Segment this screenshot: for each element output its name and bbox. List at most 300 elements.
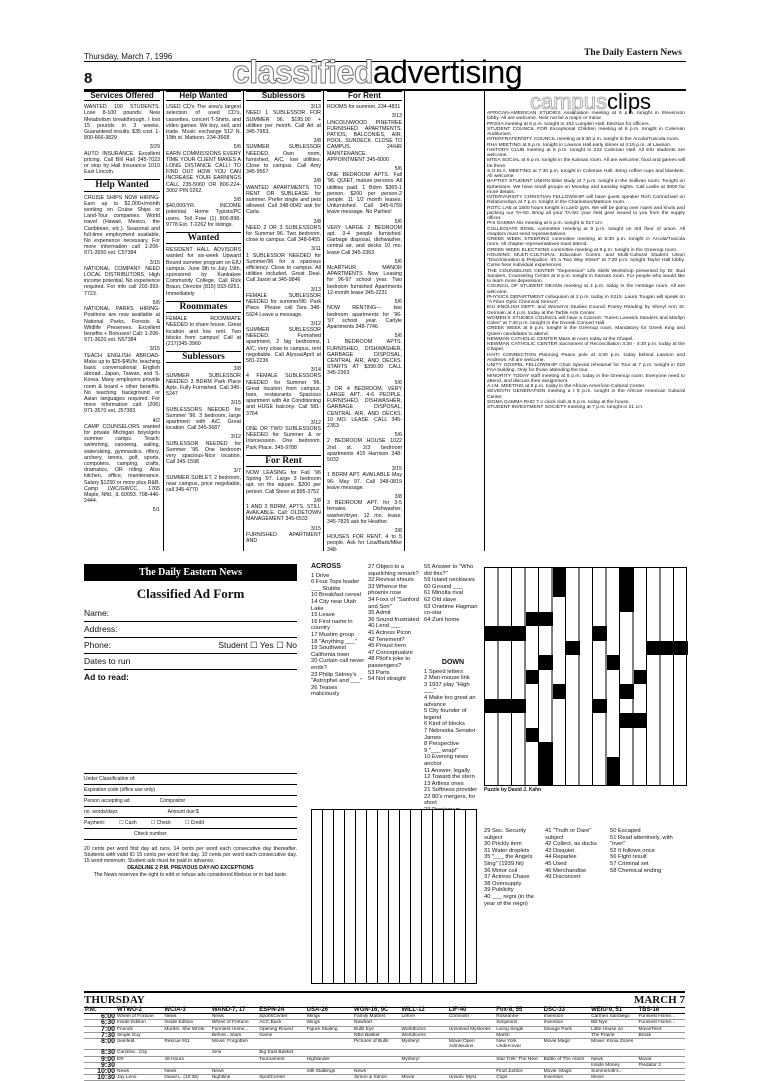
- tv-program: [258, 1039, 305, 1050]
- campus-clip-item: INTERFRATERNITY COUNCIL meeting at 6:30 p.m. tonight in the Arcola/Tuscola room.: [487, 137, 680, 143]
- crossword-clue: 30 Prickly item: [484, 841, 522, 848]
- crossword-black-square: [620, 713, 634, 728]
- ad-code: 3/15: [149, 346, 160, 353]
- tv-time-slot: 7:00: [84, 1026, 116, 1032]
- across-clues-col2: [368, 564, 424, 683]
- column-services: [84, 91, 160, 514]
- crossword-clue: 23 Philip Sidney's "Astrophel and ___": [311, 671, 363, 685]
- ad-code: 3/7: [233, 468, 241, 475]
- classified-ad: CAMP COUNSELORS wanted for private Michigan boys/girls summer camps. Teach: swimming, canoeing, sailing, waterskiing, gymnastics, riflery, archery, tennis, golf, sports, computers, camping, crafts, dramatics, OR riding. Also kitchen, office, maintenance. Salary $1250 or more plus R&B. Camp LWC/GWCC, 1765 Maple, Nfld., IL 60093. 708-446-2444.: [84, 423, 160, 505]
- crossword-clue: 38 Oversupply: [484, 880, 522, 887]
- classified-ad: McARTHUR MANOR APARTMENTS Now Leasing for 96-97 school year. Two bedroom furnished Apartments 12-month lease 345-2231: [327, 265, 402, 296]
- tv-listings: [84, 991, 685, 1081]
- check-number-row[interactable]: [84, 831, 297, 840]
- crossword-black-square: [566, 641, 580, 656]
- classified-ad: ROOMS for summer. 234-4831: [327, 104, 401, 111]
- ad-code: 3/15: [230, 400, 241, 407]
- crossword-black-square: [620, 597, 634, 612]
- tv-program: Movie: [400, 1075, 447, 1081]
- campus-clip-item: GREEK WEEK ELECTIONS committee meeting at 9 p.m. tonight in the Greenup room.: [487, 247, 678, 253]
- section-title: [232, 54, 522, 91]
- check-label: Check: [156, 820, 171, 826]
- tv-channel-header: WILL-12: [400, 1008, 447, 1014]
- cash-option[interactable]: ☐ Cash: [119, 820, 137, 826]
- crossword-clue: 4 Make too great an advance: [424, 694, 476, 708]
- crossword-black-square: [553, 568, 567, 583]
- ad-code: 3/12: [310, 320, 321, 327]
- tv-program: Sins: [211, 1050, 258, 1056]
- crossword-black-square: [526, 612, 540, 627]
- crossword-black-square: [512, 699, 526, 714]
- campus-clip-item: RHA MEETING at 5 p.m. tonight in Lawson Hall.early dinner at 4:15 p.m. at Lawson.: [487, 142, 672, 148]
- campus-clip-item: MTEA SOCIAL at 6 p.m. tonight in the Kansas room. All are welcome; food and games will be there.: [487, 158, 685, 169]
- crossword-black-square: [674, 641, 688, 656]
- crossword-clue: 34 Foxx of "Sanford and Son": [368, 596, 420, 610]
- tv-program: Summerolk's...: [590, 1069, 637, 1075]
- campus-clip-item: NEWMAN CATHOLIC CENTER Mass at noon today at the Chapel.: [487, 336, 634, 342]
- tv-program: Mystery!: [400, 1056, 447, 1062]
- tv-program: The Prairie: [590, 1032, 637, 1038]
- tv-program: Friends: [116, 1026, 163, 1032]
- crossword-black-square: [539, 655, 553, 670]
- classified-ad: NATIONAL PARKS HIRING- Positions are now available at National Parks, Forests & Wildlife Preserves. Excellent benefits + Bonuses! Call: 1-206-971-3620 ext. N57384: [84, 306, 160, 344]
- crossword-black-square: [634, 670, 648, 685]
- tv-time-slot: 9:00: [84, 1056, 116, 1062]
- crossword-clue: 62 Old slave: [424, 596, 457, 603]
- crossword-black-square: [593, 699, 607, 714]
- column-sublessors: [246, 91, 321, 547]
- crossword-clue: 60 Ground ___: [424, 583, 463, 590]
- crossword-clue: 31 Water droplets: [484, 847, 530, 854]
- tv-channel-header: TBS-18: [637, 1008, 685, 1014]
- person-row[interactable]: [84, 798, 297, 807]
- crossword-clue: 6 Four Tops leader ___ Stubbs: [311, 579, 360, 592]
- tv-program: MovieTeint: [637, 1026, 685, 1032]
- crossword-clue: 12 Toward the stern: [424, 774, 475, 781]
- tv-program: Invention: [543, 1075, 590, 1081]
- tv-program: Worldtoons: [400, 1026, 447, 1032]
- header-services-offered: Services Offered: [84, 91, 160, 101]
- payment-label: Payment:: [84, 820, 106, 826]
- crossword-clue: 6 Kind of blocks: [424, 721, 465, 728]
- classified-ad: 1 AND 2 BDRM. APTS. STILL AVAILABLE. Call: OLDETOWN MANAGEMENT 345-6533: [246, 503, 321, 523]
- ad-code: 3/8: [394, 493, 402, 500]
- crossword-clue: 45 Proust hero: [368, 643, 407, 650]
- tv-program: ACC Back: [258, 1020, 305, 1026]
- column-divider: [404, 91, 405, 551]
- tv-program: Star Trek: The Next: [495, 1056, 542, 1062]
- cash-label: Cash: [125, 820, 137, 826]
- tv-program: Lehrer: [400, 1014, 447, 1020]
- header-for-rent: For Rent: [246, 455, 321, 467]
- page-number: 8: [84, 70, 93, 87]
- crossword-clue: 3 1937 play "High ___": [424, 681, 470, 695]
- dates-field[interactable]: [84, 656, 297, 670]
- crossword-black-square: [499, 699, 513, 714]
- crossword-clue: 55 Answer to "Who did this?": [424, 564, 474, 577]
- tv-program: Family Matters: [353, 1014, 400, 1020]
- expiration-row[interactable]: [84, 787, 297, 796]
- tv-program: Battle of The Alarm: [543, 1056, 590, 1062]
- tv-time-slot: 7:30: [84, 1032, 116, 1038]
- form-pricing-note: 20 cents per word first day ad runs. 14 cents per word each consecutive day thereafter. Students with valid ID 15 cents per word first day. 10 cents per word each consecutive day. 15 word minimum. Student ads must be paid in advance.: [84, 846, 297, 864]
- down-clues-col2: [484, 828, 544, 907]
- crossword-clue: 56 Fight result: [610, 854, 647, 861]
- tv-program: ER: [116, 1056, 163, 1062]
- campus-clip-item: HAITI CONNECTION Planning Peace pole at 3:30 p.m. today behind Lawson and Andrews. All are welcome.: [487, 352, 685, 363]
- campus-clip-item: GREEK WEEK at 9 p.m. tonight in the Greenup room. Mandatory for Greek King and Queen candidates to attend.: [487, 326, 685, 337]
- crossword-clue: 16 First name in country: [311, 618, 353, 632]
- ad-code: 3/8: [313, 218, 321, 225]
- tv-time-slot: 8:30: [84, 1050, 116, 1056]
- campus-clips-light: campus: [530, 89, 608, 114]
- tv-program: Silk Stalkings: [306, 1069, 353, 1075]
- paper-name: The Daily Eastern News: [584, 48, 682, 58]
- crossword-clue: 49 Disconcert: [545, 874, 581, 881]
- classified-ad: 2 BEDROOM HOUSE 1022 2nd st. 2/3 bedroom apartments 415 Harrison 348-5032: [327, 438, 402, 463]
- amount-label: Amount due:$: [167, 809, 199, 815]
- check-number-label: Check number: [134, 831, 167, 837]
- crossword-clue: 37 Actress Chase: [484, 874, 530, 881]
- campus-clip-item: COLLEGIATE BOWL committee meeting at 9 p.m. tonight on 3rd floor of union. All chapters must send representatives.: [487, 226, 685, 237]
- tv-program: Bulls Eye: [353, 1026, 400, 1032]
- ad-text-area[interactable]: [84, 682, 297, 774]
- campus-clip-item: STUDENT INVESTMENT SOCIETY meeting at 7 p.m. tonight in 21 LH.: [487, 405, 644, 410]
- crossword-clue: 63 Onetime Hagman co-star: [424, 603, 478, 617]
- crossword-black-square: [593, 626, 607, 641]
- campus-clip-item: HOUSING MULTI-CULTURAL Education Comm. and Multi-Cultural Student Union "Discrimination & Prejudice: It's a Two Way Street" at 7:30 p.m. tonight Taylor Hall lobby. Come hear individual experiences.: [487, 252, 685, 269]
- ad-to-read-label: Ad to read:: [84, 672, 129, 682]
- crossword-black-square: [620, 568, 634, 583]
- tv-program: [306, 1039, 353, 1050]
- crossword-clue: 7 Nebraska Senator James: [424, 727, 476, 741]
- column-divider: [484, 91, 485, 551]
- crossword-clue: 40 ___ regni (in the year of the reign): [484, 893, 534, 907]
- column-divider: [243, 91, 244, 551]
- classified-ad: LINCOLNWOOD PINETREE FURNISHED APARTMENTS. PATIOS, BALCONIES, AIR, POOL, SUNDECK. CLOSE TO CAMPUS. 24/HR MAINTENANCE. APPOINTMENT 345-6000: [327, 119, 402, 163]
- form-deadline: DEADLINE 2 P.M. PREVIOUS DAY-NO EXCEPTIONS: [127, 865, 254, 871]
- yes-label: Yes: [259, 640, 274, 650]
- campus-clips-list: [487, 111, 685, 410]
- credit-option[interactable]: ☐ Credit: [184, 820, 204, 826]
- column-divider: [323, 91, 324, 551]
- classified-ad: NOW RENTING--- two bedroom apartments for '96- '97 school year. Carlyle Apartments 348-7746: [327, 305, 402, 330]
- classified-ad: VERY LARGE 2 BEDROOM apt. 3-4 people furnished. Garbage disposal, dishwasher, central air, and decks 10 mo. lease Call 345-2363: [327, 224, 402, 256]
- across-clues-col3: [424, 564, 482, 623]
- across-title: ACROSS: [311, 563, 341, 570]
- down-title: DOWN: [441, 659, 465, 666]
- tv-program: Mystery!: [400, 1039, 447, 1050]
- down-clues-col4: [610, 828, 686, 874]
- name-field[interactable]: [84, 608, 297, 622]
- crossword-clue: 1 Speed letters: [424, 668, 463, 675]
- payment-row: [84, 820, 297, 829]
- address-field[interactable]: [84, 624, 297, 638]
- classified-ad: FURNISHED APARTMENT AND: [246, 531, 321, 544]
- dates-label: Dates to run: [84, 656, 131, 666]
- tv-time-slot: 6:00: [84, 1014, 116, 1020]
- tv-program: Rescue 911: [163, 1039, 210, 1050]
- crossword-clue: 41 Actress Picon: [368, 629, 412, 636]
- classified-ad: EARN COMMISSIONS EVERY TIME YOUR CLIENT MAKES A LONG DISTANCE CALL! TO FIND OUT HOW YOU CAN INCREASE YOUR EARNINGS CALL 235-5060 OR 800-224-3002 PIN 0262.: [166, 150, 241, 194]
- tv-channel-header: ESPN-24: [258, 1008, 305, 1014]
- crossword-black-square: [499, 626, 513, 641]
- tv-channel-header: WCIA-3: [163, 1008, 210, 1014]
- tv-program: Martin: [495, 1032, 542, 1038]
- tv-program: Roseanne: [495, 1014, 542, 1020]
- crossword-clue: 22 80's mergers, for short: [424, 793, 476, 807]
- tv-channel-header: LIF-40: [448, 1008, 495, 1014]
- campus-clip-item: A.I.M. MEETING at 5 p.m. today in the African American Cultural Center.: [487, 384, 646, 389]
- ad-code: 3/12: [230, 434, 241, 441]
- crossword-clue: 42 Collect, as ducks: [545, 841, 597, 848]
- tv-program: Unsolved Mysteries: [448, 1026, 495, 1032]
- tv-program: Movie: Forgotten: [211, 1039, 258, 1050]
- ad-code: 3/8: [313, 138, 321, 145]
- down-clues-col1: [424, 660, 482, 833]
- campus-clips-dark: clips: [607, 89, 652, 114]
- crossword-clue: 57 Criminal set: [610, 860, 649, 867]
- ad-code: 3/15: [391, 466, 402, 473]
- form-policy: The News reserves the right to edit or refuse ads considered libelous or in bad taste.: [93, 872, 288, 878]
- campus-clip-item: MINORITY TODAY staff meeting at 5 p.m. today in the Greenup room. Everyone need to attend, and discuss their assignment.: [487, 373, 685, 384]
- crossword-black-square: [553, 684, 567, 699]
- name-label: Name:: [84, 608, 110, 618]
- classified-ad: SUBLESSORS NEEDED for Summer '96. 3 bedroom, large apartment with A/C. Great location. Call 345-3687: [166, 406, 241, 432]
- crossword-clue: 58 Chemical ending: [610, 867, 662, 874]
- campus-clip-item: PRSSA meeting at 6 p.m. tonight in 102 Lumpkin Hall. Election for officers.: [487, 121, 650, 127]
- puzzle-author: Puzzle by David J. Kahn: [484, 787, 542, 793]
- crossword-black-square: [607, 757, 621, 772]
- crossword-clue: 1 Drive: [311, 572, 330, 579]
- tv-program: Little House on: [590, 1026, 637, 1032]
- tv-program: [306, 1075, 353, 1081]
- crossword-black-square: [634, 713, 648, 728]
- address-label: Address:: [84, 624, 118, 634]
- tv-program: News: [211, 1069, 258, 1075]
- crossword-clue: 44 Reparlee: [545, 854, 577, 861]
- tv-program: Wheel of Fortune: [211, 1020, 258, 1026]
- ad-code: 5/6: [394, 166, 402, 173]
- tv-program: Living Single: [495, 1026, 542, 1032]
- tv-program: Movie:Open Admissions: [448, 1039, 495, 1050]
- crossword-clue: 19 Southwest California town: [311, 645, 350, 658]
- tv-program: Movie: Know Zones: [590, 1039, 637, 1050]
- crossword-clue: 14 City near Utah Lake: [311, 598, 357, 612]
- ad-code: 4/2: [152, 417, 160, 424]
- office-use-section: [84, 776, 297, 840]
- ad-code: 5/6: [394, 299, 402, 306]
- tv-program: Figure Skating: [306, 1026, 353, 1032]
- ad-code: 5/6: [394, 218, 402, 225]
- crossword-clue: 32 Revival shouts: [368, 577, 414, 584]
- phone-label: Phone:: [84, 640, 111, 650]
- ad-code: 3/15: [149, 259, 160, 266]
- no-checkbox[interactable]: ☐: [276, 640, 284, 650]
- classified-ad: NOW LEASING for Fall '96 Spring '97. Large 3 bedroom apt. on the square. $200 per person. Call Steve at 895-3752: [246, 469, 321, 495]
- crossword-black-square: [539, 757, 553, 772]
- crossword-clue: 5 City founder of legend: [424, 708, 467, 721]
- classified-ad: 4 FEMALE SUBLESSORS NEEDED for Summer '96. Great location from campus, bars, restaurants. Spacious apartment with Air Conditioning and HUGE balcony. Call 581-3764: [246, 373, 321, 417]
- ad-code: 5/6: [394, 258, 402, 265]
- crossword-clue: 26 Teases maliciously: [311, 684, 340, 698]
- classified-ad: WANTED APARTMENTS TO RENT OR SUBLEASE for summer. Prefer single and pets allowed. Call 348-0042 ask for Carla.: [246, 184, 321, 216]
- tv-schedule-table: [84, 1008, 685, 1081]
- header-wanted: Wanted: [166, 232, 241, 244]
- campus-clip-item: WOMEN'S STUDIES COUNCIL will have a Concert: "Karen Lanwick Sanders and Marilyn Coles" at 7:30 p.m. tonight in the Dvorak Concert Hall.: [487, 315, 685, 326]
- campus-clip-item: PHYSICS DEPARTMENT colloquium at 2 p.m. today in S215. Laura Tougan will speak on "A Fiber Optic Chemical Sensor".: [487, 294, 685, 305]
- tv-program: Funniest Home...: [211, 1026, 258, 1032]
- crossword-clue: 46 Merchandise: [545, 867, 587, 874]
- tv-program: Bill Nye: [590, 1020, 637, 1026]
- classification-row[interactable]: [84, 776, 297, 785]
- tv-program: Highlander: [306, 1056, 353, 1062]
- crossword-clue: 43 Disquiet: [545, 847, 575, 854]
- header-help-wanted: Help Wanted: [166, 91, 241, 101]
- tv-program: Pictures of Bulls: [353, 1039, 400, 1050]
- tv-program: Break: [637, 1032, 685, 1038]
- campus-clip-item: UNITY GOSPEL FELLOWSHIP Choir Special rehearsal for Tour at 7 p.m. tonight in 010 FAA building. Only for those attending the tour.: [487, 363, 685, 374]
- crossword-black-square: [553, 583, 567, 598]
- tv-program: Invention: [543, 1014, 590, 1020]
- crossword-clue: 51 Read attentively, with "over": [610, 834, 673, 848]
- section-title-light: classified: [232, 54, 373, 90]
- tv-program: Inside Edition: [163, 1020, 210, 1026]
- ad-code: 3/29: [149, 144, 160, 151]
- tv-program: Nightline: [211, 1075, 258, 1081]
- crossword-clue: 45 Used: [545, 860, 567, 867]
- tv-program: Opening Round: [258, 1026, 305, 1032]
- crossword-black-square: [607, 771, 621, 786]
- campus-clip-item: BAPTIST STUDENT UNION bible study at 7 p.m. tonight in the Sullivan room. Tonight on Ephesians. We have small groups on Monday and tuesday nights. Call Leslie at 3000 for more details.: [487, 179, 685, 195]
- crossword-clue: 36 Motor coil: [484, 867, 518, 874]
- crossword-black-square: [485, 699, 499, 714]
- down-clues-col3: [545, 828, 607, 881]
- classified-ad: NEED 1 SUBLESSOR FOR SUMMER 96. $195.00 + utilities per month. Call Art at 345-7963.: [246, 110, 321, 136]
- tv-program: Cops: [495, 1075, 542, 1081]
- tv-channel-header: WGN-16, 9C: [353, 1008, 400, 1014]
- tv-schedule-header-row: [84, 1008, 685, 1014]
- tv-program: Movie: Magic: [543, 1069, 590, 1075]
- campus-clip-item: GREEK WEEK STEERING committee meeting at 9:30 p.m. tonight in Arcola/Tuscola room. All chapter representatives must attend.: [487, 237, 685, 248]
- crossword-black-square: [647, 641, 661, 656]
- crossword-grid[interactable]: [484, 567, 687, 786]
- crossword-black-square: [620, 583, 634, 598]
- compositor-label: Compositor: [159, 798, 186, 804]
- crossword-clue: 54 Not straight: [368, 676, 406, 683]
- tv-time-slot: 10:30: [84, 1075, 116, 1081]
- tv-program: [637, 1075, 685, 1081]
- crossword-clue: 59 Island necklaces: [424, 577, 475, 584]
- campus-clip-item: AFRICAN-AMERICAN STUDIES Association meeting at 6 p.m. tonight in Stevenson lobby. All are welcome. Next not be a major or minor.: [487, 111, 685, 122]
- yes-checkbox[interactable]: ☐: [250, 640, 258, 650]
- tv-channel-header: WTWO-2: [116, 1008, 163, 1014]
- crossword-clue: 10 Breakfast cereal: [311, 592, 361, 599]
- classified-ad: FEMALE ROOMMATE NEEDED to share house. Great location and low rent. Two blocks from campus! Call at (217)345-3960: [166, 316, 241, 347]
- campus-clip-item: PHI GAMMA NU meeting at 6 p.m. tonight in 017 LH.: [487, 221, 604, 227]
- tv-program: News: [163, 1069, 210, 1075]
- tv-program: Commish: [448, 1014, 495, 1020]
- crossword-black-square: [512, 626, 526, 641]
- tv-program: SportCenter: [258, 1075, 305, 1081]
- tv-program: [637, 1039, 685, 1050]
- words-label: no. words/days: [84, 809, 118, 815]
- classified-ad: 1 SUBLESSOR NEEDED for Summer/96 for a spacious efficiency. Close to campus. All utilities included. Great Deal. Call Jason at 345-9846: [246, 252, 321, 284]
- crossword-black-square: [539, 612, 553, 627]
- tv-program: David L. (10:35): [163, 1075, 210, 1081]
- tv-time-slot: 6:30: [84, 1020, 116, 1026]
- words-row[interactable]: [84, 809, 297, 818]
- ad-code: 5/6: [394, 333, 402, 340]
- tv-schedule-row: [84, 1014, 685, 1020]
- tv-program: Invention: [543, 1020, 590, 1026]
- campus-clip-item: EIU ENGLISH DEPT. and Women's Studies Council Poetry Reading by Sheryl Ann St. Germain at 4 p.m. today at the Tarble Arts Center.: [487, 305, 685, 316]
- crossword-clue: 42 Tenement?: [368, 636, 405, 643]
- across-clues-col1: [311, 564, 365, 698]
- ad-code: 3/11: [311, 246, 321, 253]
- crossword-black-square: [539, 742, 553, 757]
- classified-ad-form: [84, 564, 297, 878]
- classified-ad: ONE OR TWO SUBLESSORS NEEDED for Summer & or Intersession. One bedroom. Park Place. 345-9788: [246, 425, 321, 451]
- crossword-clue: 64 Zuni home: [424, 616, 460, 623]
- tv-program: News: [211, 1014, 258, 1020]
- tv-program: Wings: [306, 1014, 353, 1020]
- campus-clip-item: SEVENTH GENERATION meeting a t 5 p.m. tonight in the African American Cultural Center.: [487, 389, 685, 400]
- classified-ad: 3 OR 4 BEDROOM, VERY LARGE APT. 4-6 PEOPLE. FURNISHED, DISHWASHER, GARBAGE DISPOSAL, CENTRAL AIR, AND DECKS. 10 MO. LEASE. CALL 345-2363: [327, 385, 402, 429]
- tv-program: 48 Hours: [163, 1056, 210, 1062]
- tv-program: Single Guy: [116, 1032, 163, 1038]
- phone-field[interactable]: [84, 640, 297, 654]
- crossword-clue: 13 Artless ones: [424, 780, 464, 787]
- classified-ad: 1 BDRM APT. AVAILABLE May 96- May 97. Call 348-0819 leave message.: [327, 472, 402, 491]
- crossword-clue: 35 Admit: [368, 610, 391, 617]
- ad-code: 3/8: [233, 197, 241, 204]
- classified-ad: FEMALE SUBLESSOR NEEDED for summer/96. Park Place. Please call Tara 348-5924 Leave a message.: [246, 292, 321, 318]
- crossword-clue: 17 Mustim group: [311, 631, 355, 638]
- tv-channel-header: WAND-7, 17: [211, 1008, 258, 1014]
- crossword-black-square: [485, 626, 499, 641]
- ad-code: 3/14: [310, 367, 321, 374]
- no-label: No: [286, 640, 297, 650]
- credit-label: Credit: [190, 820, 204, 826]
- crossword-clue: 61 Minolta rival: [424, 590, 463, 597]
- header-sublessors: Sublessors: [246, 91, 321, 101]
- crossword-clue: 39 Publicity: [484, 887, 514, 894]
- tv-time-slot: 9:30: [84, 1062, 116, 1068]
- classified-ad: CRUISE SHIPS NOW HIRING- Earn up to $2,000+/month working on Cruise Ships or Land-Tour companies. World travel (Hawaii, Mexico, the Caribbean, etc.). Seasonal and full-time employment available. No experience necessary. For more information call 1-206-971-3550 ext. C57384: [84, 194, 160, 257]
- crossword-clue: 48 Pilot's joke to passengers?: [368, 656, 411, 669]
- crossword-black-square: [539, 771, 553, 786]
- classified-ad: WANTED 100 STUDENTS. Lose 8-100 pounds. New Metabolism breakthrough. I lost 15 pounds in 3 weeks. Guaranteed results. $35 cost. 1-800-666-3829: [84, 104, 160, 142]
- tv-program: Seinfeld: [116, 1039, 163, 1050]
- header-help-wanted: Help Wanted: [84, 179, 160, 191]
- classified-ad: ONE BEDROOM APTS. Fall '96. QUIET, mature persons. All utilities paid. 1 Bdrm $365-1 person. $200 per person-2 people. 11 1/2 month leases. Unfurnished. Call 345-6759 leave message. No Parties!: [327, 172, 402, 216]
- column-divider: [163, 91, 164, 551]
- classified-ad: SUMMER SUBLESSOR NEEDED. Own room, furnished, A/C, low utilities. Close to campus. Call Amy 345-9567: [246, 144, 321, 176]
- crossword-black-square: [526, 670, 540, 685]
- tv-channel-header: P.M.: [84, 1008, 116, 1014]
- column-for-rent: [327, 91, 402, 556]
- ad-code: 3/12: [310, 419, 321, 426]
- check-option[interactable]: ☐ Check: [150, 820, 171, 826]
- tv-program: Funniest Home...: [637, 1020, 685, 1026]
- tv-schedule-row: [84, 1075, 685, 1081]
- ad-code: 3/15: [310, 525, 321, 532]
- tv-program: NBA Basket: [353, 1032, 400, 1038]
- tv-program: Simpsons: [495, 1020, 542, 1026]
- section-title-dark: advertising: [372, 54, 523, 90]
- crossword-clue: 15 Leave: [311, 612, 335, 619]
